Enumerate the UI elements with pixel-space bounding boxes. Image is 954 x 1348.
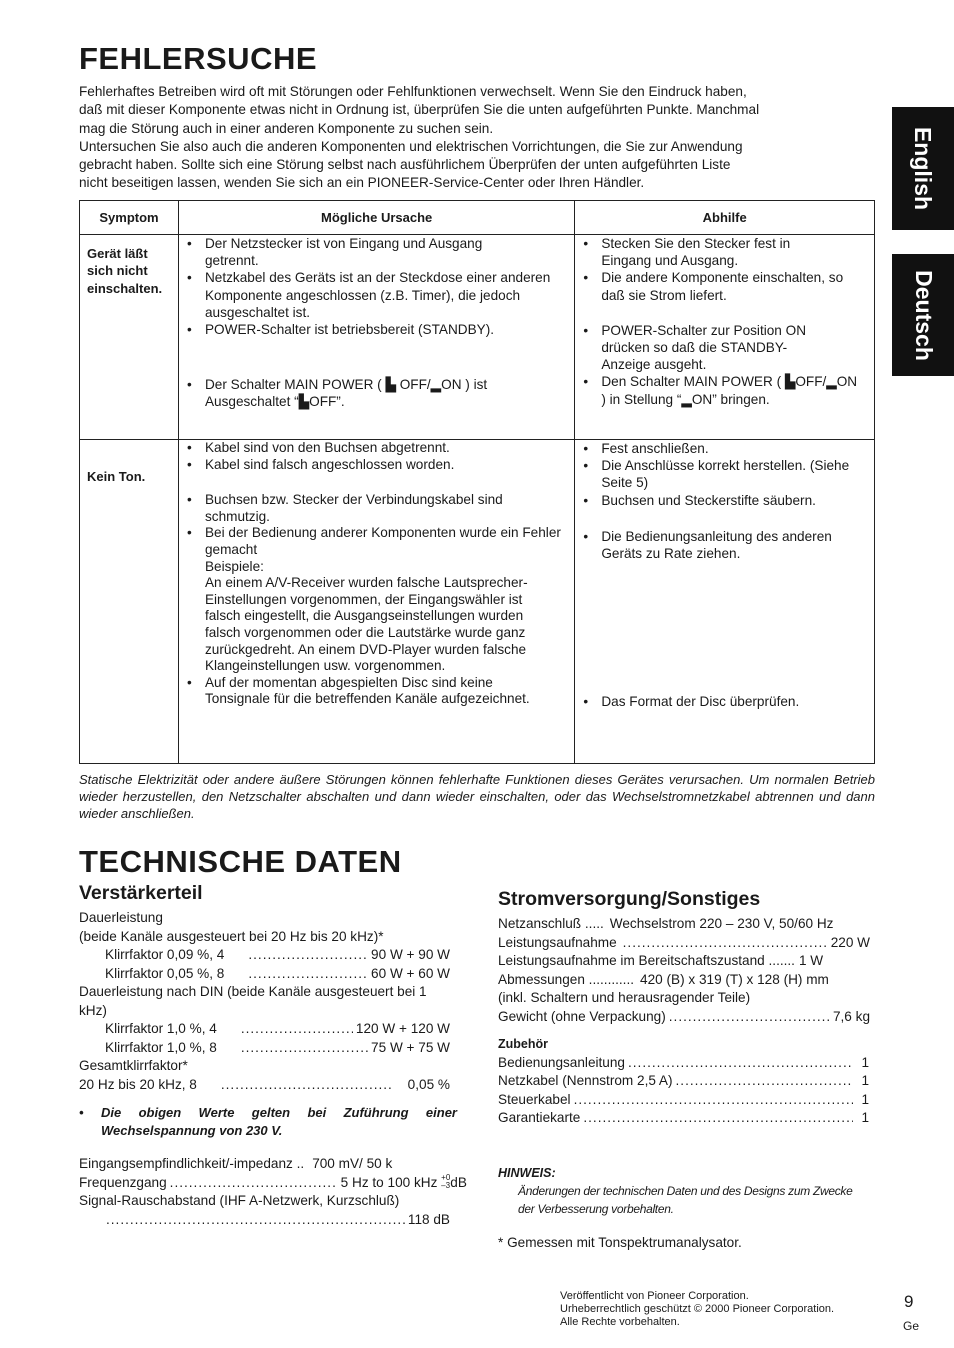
continuous-sub: (beide Kanäle ausgesteuert bei 20 Hz bis 20 kHz)* bbox=[79, 928, 384, 944]
remedy-item: • Die Anschlüsse korrekt herstellen. (Siehe Seite 5) bbox=[575, 457, 874, 491]
spec-value: 220 W bbox=[830, 934, 870, 950]
spec-label: Abmessungen ............ bbox=[498, 971, 635, 987]
symptom-cell bbox=[80, 440, 179, 764]
cause-item: • POWER-Schalter ist betriebsbereit (STANDBY). bbox=[179, 321, 574, 338]
remedy-cell bbox=[575, 235, 875, 440]
spec-label: Frequenzgang bbox=[79, 1174, 167, 1190]
tab-english-label: English bbox=[910, 126, 937, 211]
spec-value: 420 (B) x 319 (T) x 128 (H) mm bbox=[640, 971, 829, 987]
hint-title: HINWEIS: bbox=[498, 1165, 556, 1180]
symptom-line: Kein Ton. bbox=[87, 469, 146, 484]
intro-line: mag die Störung auch in einer anderen Komponente zu suchen sein. bbox=[79, 120, 494, 136]
spec-row bbox=[79, 946, 457, 965]
header-symptom: Symptom bbox=[80, 201, 179, 235]
spec-row bbox=[498, 915, 870, 934]
tab-deutsch-label: Deutsch bbox=[910, 269, 937, 361]
cause-item: • Auf der momentan abgespielten Disc sind keine Tonsignale für die betreffenden Kanäle aufgezeichnet. bbox=[179, 675, 574, 708]
spec-value: Wechselstrom 220 – 230 V, 50/60 Hz bbox=[609, 916, 834, 931]
cause-item: • Netzkabel des Geräts ist an der Steckdose einer anderen Komponente angeschlossen (z.B. Timer), die jedoch ausgeschaltet ist. bbox=[179, 269, 574, 321]
spec-value: 120 W + 120 W bbox=[355, 1021, 450, 1036]
intro-line: nicht beseitigen lassen, wenden Sie sich an ein PIONEER-Service-Center oder Ihren Händler. bbox=[79, 175, 645, 191]
spec-row bbox=[498, 971, 870, 990]
cause-item: • Kabel sind von den Buchsen abgetrennt. bbox=[179, 440, 574, 457]
tab-deutsch[interactable] bbox=[892, 254, 954, 376]
spec-value: 0,05 % bbox=[407, 1076, 450, 1092]
spec-row bbox=[79, 1039, 457, 1058]
remedy-item: • Die andere Komponente einschalten, so daß sie Strom liefert. bbox=[575, 269, 874, 303]
remedy-item: • Den Schalter MAIN POWER ( ▙OFF/▂ON ) in Stellung “▂ON” bringen. bbox=[575, 373, 874, 407]
cause-item: • Bei der Bedienung anderer Komponenten wurde ein Fehler gemacht bbox=[179, 525, 574, 558]
intro-line: gebracht haben. Sollte sich eine Störung selbst nach ausführlichem Überprüfen der unten aufgeführten Liste bbox=[79, 157, 731, 173]
spec-label: Netzanschluß ..... bbox=[498, 916, 604, 931]
page-lang: Ge bbox=[903, 1319, 920, 1333]
accessory-label: Netzkabel (Nennstrom 2,5 A) bbox=[498, 1073, 673, 1088]
voltage-bullet: • Die obigen Werte gelten bei Zuführung einer Wechselspannung von 230 V. bbox=[79, 1105, 457, 1138]
continuous-label: Dauerleistung bbox=[79, 910, 163, 925]
accessories-title: Zubehör bbox=[498, 1037, 548, 1051]
spec-value: 700 mV/ 50 k bbox=[312, 1156, 393, 1171]
din-label: Dauerleistung nach DIN (beide Kanäle ausgesteuert bei 1 kHz) bbox=[79, 984, 427, 1018]
publisher-info bbox=[560, 1290, 834, 1329]
troubleshooting-title: FEHLERSUCHE bbox=[79, 41, 318, 76]
accessory-label: Bedienungsanleitung bbox=[498, 1054, 625, 1070]
rights-line: Alle Rechte vorbehalten. bbox=[560, 1316, 680, 1328]
publisher-line: Veröffentlicht von Pioneer Corporation. bbox=[560, 1290, 749, 1302]
accessory-row bbox=[498, 1091, 870, 1110]
table-row bbox=[80, 235, 875, 440]
spec-value: 118 dB bbox=[407, 1211, 450, 1227]
page-number: 9 bbox=[904, 1292, 914, 1311]
spec-label: Leistungsaufnahme im Bereitschaftszustand ....... bbox=[498, 953, 795, 968]
spec-row bbox=[79, 1155, 457, 1174]
header-remedy: Abhilfe bbox=[575, 201, 875, 235]
cause-item: • Kabel sind falsch angeschlossen worden. bbox=[179, 457, 574, 474]
intro-line: Fehlerhaftes Betreiben wird oft mit Störungen oder Fehlfunktionen verwechselt. Wenn Sie den Eindruck haben, bbox=[79, 84, 747, 99]
table-header-row bbox=[80, 201, 875, 235]
spec-row bbox=[79, 1172, 467, 1193]
accessory-qty: 1 bbox=[861, 1110, 869, 1125]
amplifier-section bbox=[79, 882, 467, 1229]
remedy-item: • Stecken Sie den Stecker fest in Eingang und Ausgang. bbox=[575, 235, 874, 269]
intro-line: daß mit dieser Komponente etwas nicht in Ordnung ist, überprüfen Sie die unten aufgeführten Punkte. Manchmal bbox=[79, 102, 760, 118]
cause-item: • Der Schalter MAIN POWER ( ▙ OFF/▂ON ) ist Ausgeschaltet “▙OFF”. bbox=[179, 376, 574, 410]
troubleshooting-table bbox=[79, 200, 875, 764]
spec-value: 75 W + 75 W bbox=[371, 1039, 450, 1055]
static-note: Statische Elektrizität oder andere äußere Störungen können fehlerhafte Funktionen dieses Gerätes verursachen. Um normalen Betrieb wieder herzustellen, den Netzschalter abschalten und dann wieder einschalten, oder das Wechselstromnetzkabel abtrennen und dann wieder anschließen. bbox=[79, 772, 875, 821]
symptom-line: sich nicht bbox=[87, 263, 148, 279]
copyright-line: Urheberrechtlich geschützt © 2000 Pioneer Corporation. bbox=[560, 1303, 835, 1315]
accessory-qty: 1 bbox=[861, 1091, 869, 1107]
remedy-cell bbox=[575, 440, 875, 764]
accessory-qty: 1 bbox=[861, 1073, 869, 1088]
spec-label: Klirrfaktor 0,09 %, 4 bbox=[105, 947, 225, 962]
symptom-line: einschalten. bbox=[87, 280, 163, 296]
accessory-row bbox=[498, 1109, 870, 1128]
spec-label: Eingangsempfindlichkeit/-impedanz .. bbox=[79, 1156, 305, 1171]
spec-label: Gewicht (ohne Verpackung) bbox=[498, 1008, 666, 1024]
remedy-item: • Buchsen und Steckerstifte säubern. bbox=[575, 492, 874, 509]
remedy-item: • Die Bedienungsanleitung des anderen Geräts zu Rate ziehen. bbox=[575, 528, 874, 562]
intro-line: Untersuchen Sie also auch die anderen Komponenten und elektrischen Vorrichtungen, die Sie zur Anwendung bbox=[79, 138, 743, 154]
remedy-item: • Das Format der Disc überprüfen. bbox=[575, 693, 874, 710]
spec-value: 7,6 kg bbox=[832, 1008, 870, 1024]
footnote: * Gemessen mit Tonspektrumanalysator. bbox=[498, 1235, 742, 1250]
cause-example: An einem A/V-Receiver wurden falsche Lautsprecher-Einstellungen vorgenommen, der Eingangswähler ist falsch eingestellt, die Ausgangseinstellungen wurden falsch vorgenommen oder die Lautstärke wurde ganz zurückgedreht. An einem DVD-Player wurden falsche Klangeinstellungen usw. vorgenommen. bbox=[204, 575, 528, 674]
spec-label: 20 Hz bis 20 kHz, 8 bbox=[79, 1076, 197, 1092]
spec-label: Klirrfaktor 1,0 %, 4 bbox=[105, 1021, 217, 1036]
cause-item: • Buchsen bzw. Stecker der Verbindungskabel sind schmutzig. bbox=[179, 492, 574, 525]
spec-row bbox=[498, 934, 870, 953]
amplifier-title: Verstärkerteil bbox=[79, 882, 203, 904]
accessory-label: Garantiekarte bbox=[498, 1110, 581, 1125]
spec-value: 60 W + 60 W bbox=[371, 965, 450, 981]
tab-english[interactable] bbox=[892, 107, 954, 230]
spec-value: 90 W + 90 W bbox=[371, 947, 450, 962]
specs-title: TECHNISCHE DATEN bbox=[79, 844, 402, 879]
hint-text: Änderungen der technischen Daten und des Designs zum Zwecke der Verbesserung vorbehalten. bbox=[518, 1184, 853, 1216]
spec-label: Klirrfaktor 0,05 %, 8 bbox=[105, 965, 225, 981]
table-row bbox=[80, 440, 875, 764]
accessory-qty: 1 bbox=[861, 1054, 869, 1070]
troubleshooting-intro bbox=[79, 83, 875, 193]
accessory-row bbox=[498, 1072, 870, 1091]
symptom-line: Gerät läßt bbox=[87, 246, 148, 261]
spec-row bbox=[79, 965, 457, 984]
spec-row bbox=[79, 1020, 457, 1039]
snr-label: Signal-Rauschabstand (IHF A-Netzwerk, Kurzschluß) bbox=[79, 1193, 400, 1208]
cause-item: • Der Netzstecker ist von Eingang und Ausgang getrennt. bbox=[179, 235, 574, 269]
spec-row bbox=[79, 1211, 457, 1230]
spec-label: Klirrfaktor 1,0 %, 8 bbox=[105, 1039, 217, 1055]
remedy-item: • Fest anschließen. bbox=[575, 440, 874, 457]
spec-value: 1 W bbox=[798, 953, 824, 968]
dimensions-sub: (inkl. Schaltern und herausragender Teile) bbox=[498, 990, 751, 1005]
spec-value: 5 Hz to 100 kHz +0 –3 dB bbox=[340, 1172, 467, 1190]
symptom-cell bbox=[80, 235, 179, 440]
accessory-row bbox=[498, 1054, 870, 1073]
spec-row bbox=[498, 1008, 870, 1027]
spec-row bbox=[498, 952, 870, 971]
accessory-label: Steuerkabel bbox=[498, 1091, 571, 1107]
spec-label: Leistungsaufnahme bbox=[498, 934, 617, 950]
cause-cell bbox=[178, 235, 574, 440]
power-title: Stromversorgung/Sonstiges bbox=[498, 888, 761, 910]
cause-example-label: Beispiele: bbox=[204, 558, 264, 574]
header-cause: Mögliche Ursache bbox=[178, 201, 574, 235]
cause-cell bbox=[178, 440, 574, 764]
remedy-item: • POWER-Schalter zur Position ON drücken so daß die STANDBY-Anzeige ausgeht. bbox=[575, 322, 874, 374]
spec-row bbox=[79, 1076, 457, 1095]
power-section bbox=[498, 888, 870, 1253]
thd-label: Gesamtklirrfaktor* bbox=[79, 1058, 188, 1073]
